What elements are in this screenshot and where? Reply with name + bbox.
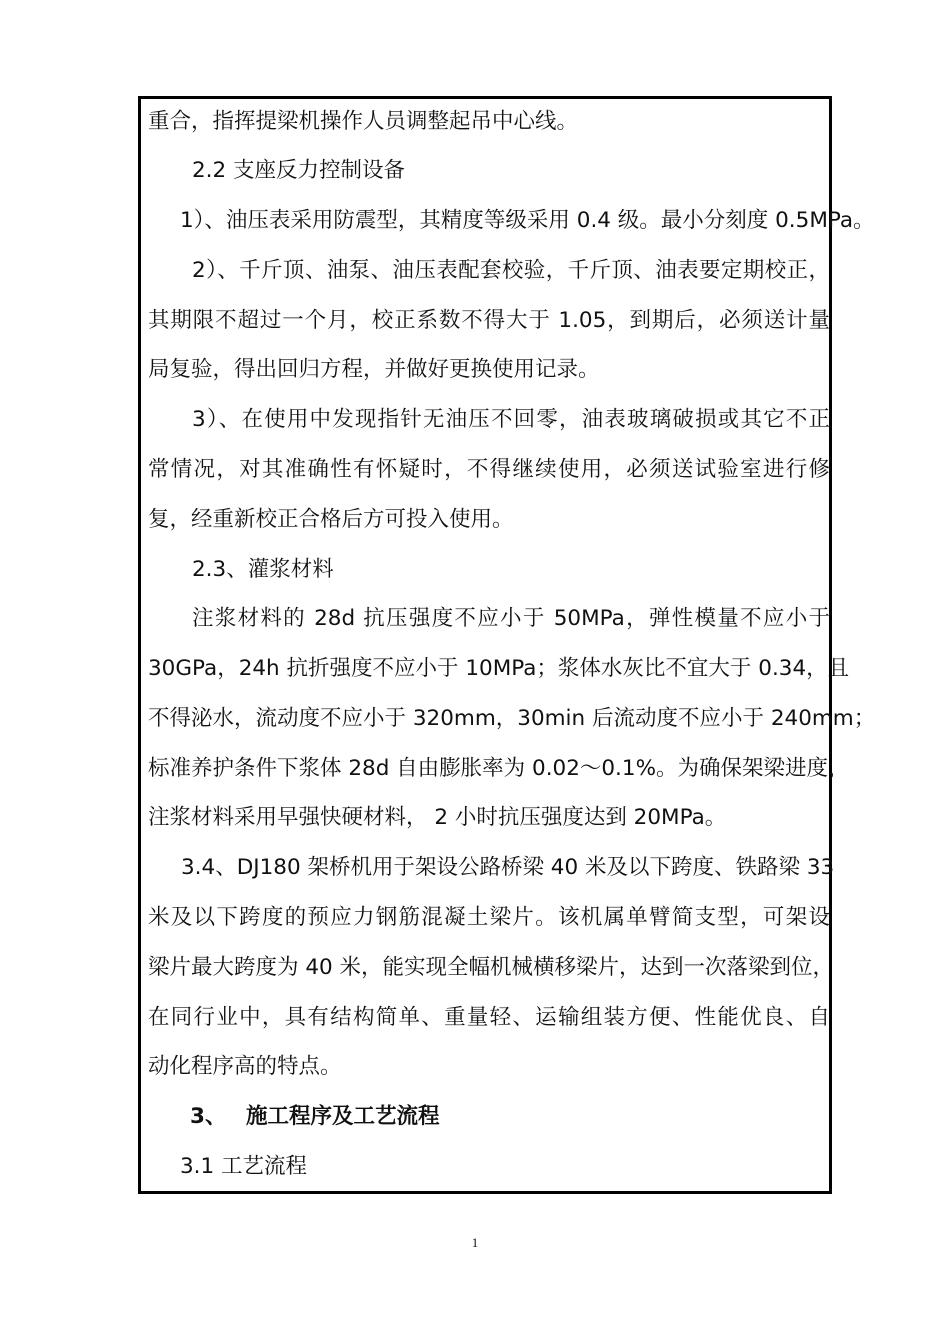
- subsection-heading: 3.1 工艺流程: [180, 1154, 308, 1179]
- text-line: 复，经重新校正合格后方可投入使用。: [148, 507, 514, 532]
- text-line: 局复验，得出回归方程，并做好更换使用记录。: [148, 357, 600, 382]
- text-line: 在同行业中，具有结构简单、重量轻、运输组装方便、性能优良、自: [148, 1005, 830, 1030]
- text-line: 2）、千斤顶、油泵、油压表配套校验，千斤顶、油表要定期校正，: [192, 258, 830, 283]
- text-line: 常情况，对其准确性有怀疑时，不得继续使用，必须送试验室进行修: [148, 457, 830, 482]
- subsection-heading: 2.3、灌浆材料: [192, 557, 334, 582]
- text-line: 其期限不超过一个月，校正系数不得大于 1.05，到期后，必须送计量: [148, 308, 830, 333]
- text-line: 注浆材料的 28d 抗压强度不应小于 50MPa，弹性模量不应小于: [192, 606, 830, 631]
- text-line: 米及以下跨度的预应力钢筋混凝土梁片。该机属单臂简支型，可架设: [148, 905, 830, 930]
- text-line: 30GPa，24h 抗折强度不应小于 10MPa；浆体水灰比不宜大于 0.34，且: [148, 656, 850, 681]
- text-line: 注浆材料采用早强快硬材料， 2 小时抗压强度达到 20MPa。: [148, 805, 727, 830]
- section-number: 3、: [190, 1104, 227, 1129]
- text-line: 3）、在使用中发现指针无油压不回零，油表玻璃破损或其它不正: [192, 407, 830, 432]
- section-title: 施工程序及工艺流程: [246, 1104, 440, 1129]
- subsection-heading: 2.2 支座反力控制设备: [192, 158, 406, 183]
- page-number: 1: [471, 1235, 479, 1250]
- text-line: 重合，指挥提梁机操作人员调整起吊中心线。: [148, 109, 579, 134]
- text-line: 动化程序高的特点。: [148, 1054, 342, 1079]
- text-line: 标准养护条件下浆体 28d 自由膨胀率为 0.02～0.1%。为确保架梁进度，: [148, 756, 850, 781]
- section-heading: [148, 1097, 830, 1137]
- text-line: 1）、油压表采用防震型，其精度等级采用 0.4 级。最小分刻度 0.5MPa。: [180, 208, 875, 233]
- text-line: 3.4、DJ180 架桥机用于架设公路桥梁 40 米及以下跨度、铁路梁 33: [181, 855, 835, 880]
- text-line: 不得泌水，流动度不应小于 320mm，30min 后流动度不应小于 240mm；: [148, 706, 876, 731]
- text-line: 梁片最大跨度为 40 米，能实现全幅机械横移梁片，达到一次落梁到位，: [148, 955, 835, 980]
